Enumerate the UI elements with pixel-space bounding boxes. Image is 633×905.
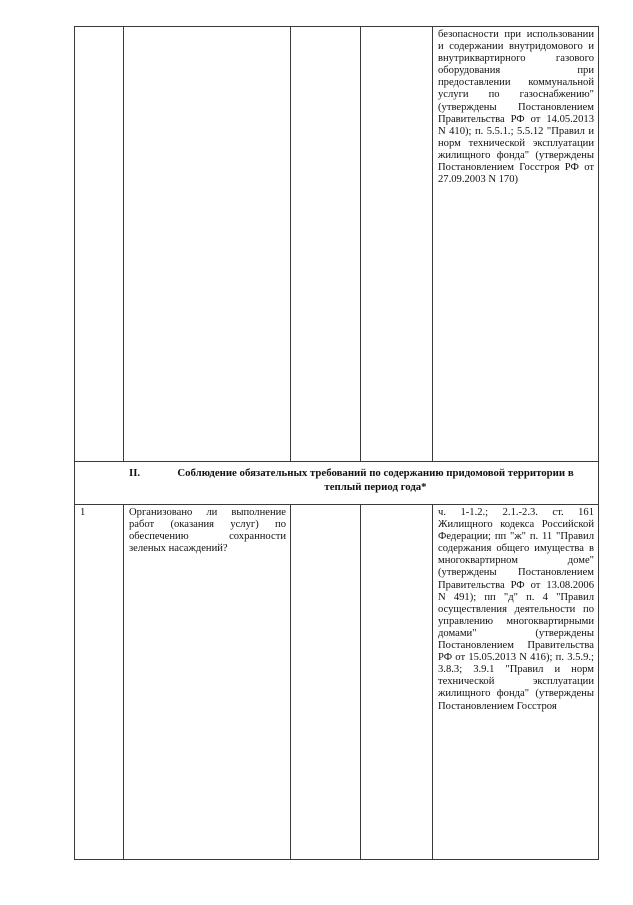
section-header-row bbox=[75, 462, 599, 505]
question-cell bbox=[124, 505, 291, 860]
table-row bbox=[75, 27, 599, 462]
section-title: Соблюдение обязательных требований по содержанию придомовой территории в теплый период года* bbox=[177, 467, 574, 493]
row-number-cell bbox=[75, 27, 124, 462]
row-number-cell bbox=[75, 505, 124, 860]
section-header-cell bbox=[75, 462, 599, 505]
row-number: 1 bbox=[80, 507, 86, 518]
answer-no-cell bbox=[361, 27, 433, 462]
question-cell bbox=[124, 27, 291, 462]
section-number: II. bbox=[129, 467, 141, 479]
requirements-table bbox=[74, 26, 599, 860]
legal-reference-text: ч. 1-1.2.; 2.1.-2.3. ст. 161 Жилищного кодекса Российской Федерации; пп "ж" п. 11 "Правил содержания общего имущества в многоквартирном доме" (утверждены Постановлением Правительства РФ от 13.08.2006 N 491); пп "д" п. 4 "Правил осуществления деятельности по управлению многоквартирными домами" (утверждены Постановлением Правительства РФ от 15.05.2013 N 416); п. 3.5.9.; 3.8.3; 3.9.1 "Правил и норм технической эксплуатации жилищного фонда" (утверждены Постановлением Госстроя bbox=[438, 507, 594, 712]
legal-reference-cell bbox=[433, 27, 599, 462]
table-row bbox=[75, 505, 599, 860]
answer-yes-cell bbox=[291, 505, 361, 860]
legal-reference-text: безопасности при использовании и содержании внутридомового и внутриквартирного газового оборудования при предоставлении коммунальной услуги по газоснабжению" (утверждены Постановлением Правительства РФ от 14.05.2013 N 410); п. 5.5.1.; 5.5.12 "Правил и норм технической эксплуатации жилищного фонда" (утверждены Постановлением Госстроя РФ от 27.09.2003 N 170) bbox=[438, 29, 594, 186]
question-text: Организовано ли выполнение работ (оказания услуг) по обеспечению сохранности зеленых насаждений? bbox=[129, 507, 286, 555]
answer-yes-cell bbox=[291, 27, 361, 462]
answer-no-cell bbox=[361, 505, 433, 860]
legal-reference-cell bbox=[433, 505, 599, 860]
